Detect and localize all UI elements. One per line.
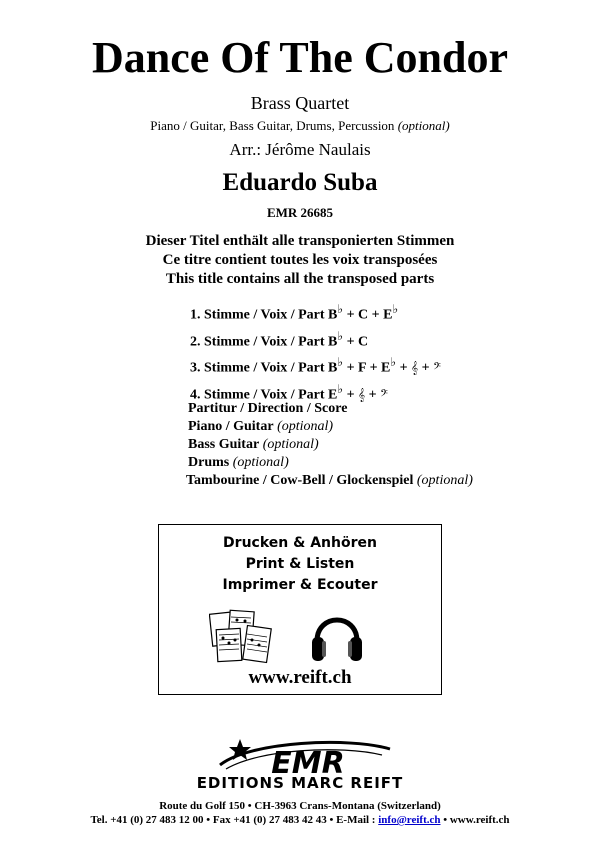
transposition-note [0, 232, 600, 289]
publisher-name: EDITIONS MARC REIFT [196, 774, 404, 792]
treble-clef-icon: 𝄞 [358, 387, 366, 402]
subtitle: Brass Quartet [250, 93, 350, 113]
part-4: 4. Stimme / Voix / Part E♭ + 𝄞 + 𝄢 [190, 381, 388, 403]
page-title: Dance Of The Condor [92, 33, 508, 82]
treble-clef-icon: 𝄞 [411, 360, 419, 375]
score-list [188, 400, 473, 490]
instrumentation-optional: (optional) [397, 118, 450, 133]
instrumentation-text: Piano / Guitar, Bass Guitar, Drums, Percussion [150, 118, 395, 133]
composer: Eduardo Suba [222, 169, 378, 196]
score-item: Tambourine / Cow-Bell / Glockenspiel (optional) [186, 473, 473, 488]
arranger: Arr.: Jérôme Naulais [229, 140, 371, 159]
catalog-number: EMR 26685 [266, 205, 334, 220]
transposition-line-de: Dieser Titel enthält alle transponierten Stimmen [145, 233, 455, 249]
transposition-line-fr: Ce titre contient toutes les voix transposées [162, 252, 438, 268]
bass-clef-icon: 𝄢 [380, 387, 388, 402]
website-link[interactable]: www.reift.ch [248, 667, 352, 688]
email-link[interactable]: info@reift.ch [378, 814, 441, 826]
parts-list [190, 299, 441, 406]
publisher-address: Route du Golf 150 • CH-3963 Crans-Montana (Switzerland) [159, 800, 441, 812]
part-1: 1. Stimme / Voix / Part B♭ + C + E♭ [190, 302, 399, 323]
logo-text: EMR [271, 746, 345, 781]
flat-sign: ♭ [337, 381, 344, 396]
flat-sign: ♭ [337, 302, 344, 316]
headphones-icon [309, 601, 365, 665]
instrumentation [0, 117, 600, 134]
part-3: 3. Stimme / Voix / Part B♭ + F + E♭ + 𝄞 + 𝄢 [190, 355, 441, 376]
sheet-music-icon [209, 607, 275, 665]
print-listen-box[interactable] [158, 524, 442, 695]
score-item: Drums (optional) [188, 455, 289, 470]
flat-sign: ♭ [392, 302, 399, 316]
part-2: 2. Stimme / Voix / Part B♭ + C [190, 328, 369, 350]
transposition-line-en: This title contains all the transposed parts [165, 271, 435, 287]
score-item: Bass Guitar (optional) [188, 437, 319, 452]
score-item: Piano / Guitar (optional) [188, 419, 334, 434]
publisher-contact: Tel. +41 (0) 27 483 12 00 • Fax +41 (0) 27 483 42 43 • E-Mail : info@reift.ch • www.reift.ch [90, 814, 510, 826]
bass-clef-icon: 𝄢 [433, 360, 441, 375]
flat-sign: ♭ [337, 328, 344, 343]
promo-lines: Drucken & Anhören Print & Listen Imprimer & Ecouter [222, 535, 378, 593]
flat-sign: ♭ [337, 355, 344, 370]
score-item: Partitur / Direction / Score [188, 401, 348, 416]
flat-sign: ♭ [390, 355, 397, 370]
